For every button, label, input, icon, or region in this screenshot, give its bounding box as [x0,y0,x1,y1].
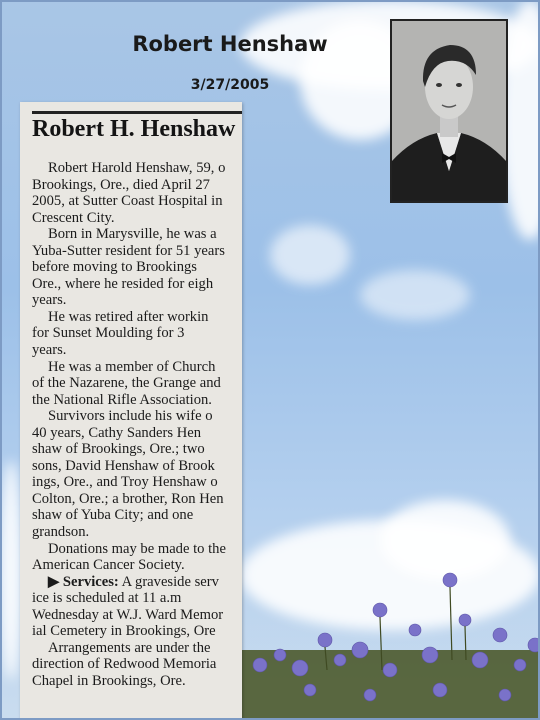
clipping-rule [32,111,242,114]
obituary-line: grandson. [32,524,90,541]
obituary-headline: Robert H. Henshaw [32,116,236,142]
obituary-line: American Cancer Society. [32,557,185,574]
obituary-clipping [20,102,242,720]
obituary-line: of the Nazarene, the Grange and [32,375,221,392]
obituary-line: Yuba-Sutter resident for 51 years [32,242,225,259]
obituary-line: He was retired after workin [48,308,209,325]
cloud [360,270,470,320]
cloud [270,225,350,285]
page-title: Robert Henshaw [132,32,328,56]
obituary-line: Born in Marysville, he was a [48,226,217,243]
obituary-line: Robert Harold Henshaw, 59, o [48,160,226,176]
obituary-line: sons, David Henshaw of Brook [32,457,215,474]
obituary-line: shaw of Brookings, Ore.; two [32,441,205,458]
obituary-line: years. [32,342,67,359]
obituary-line: shaw of Yuba City; and one [32,507,194,524]
obituary-text [32,160,242,690]
obituary-line: Chapel in Brookings, Ore. [32,672,186,689]
obituary-line: ▶ Services: A graveside serv [48,573,219,590]
flower-meadow [240,560,540,720]
obituary-line: 2005, at Sutter Coast Hospital in [32,193,223,210]
obituary-line: the National Rifle Association. [32,391,212,408]
obituary-line: before moving to Brookings [32,259,197,276]
obituary-line: Crescent City. [32,209,115,226]
obituary-line: Arrangements are under the [48,639,211,656]
obituary-line: ings, Ore., and Troy Henshaw o [32,474,218,491]
obituary-line: Colton, Ore.; a brother, Ron Hen [32,490,224,507]
obituary-line: ial Cemetery in Brookings, Ore [32,623,216,640]
cloud [0,460,22,680]
obituary-line: years. [32,292,67,309]
date-label: 3/27/2005 [190,77,270,93]
obituary-line: Brookings, Ore., died April 27 [32,176,210,193]
obituary-line: Donations may be made to the [48,540,226,557]
obituary-line: Survivors include his wife o [48,408,213,425]
obituary-line: Ore., where he resided for eigh [32,275,214,292]
portrait-photo [390,19,508,203]
obituary-line: Wednesday at W.J. Ward Memor [32,606,224,623]
obituary-line: ice is scheduled at 11 a.m [32,590,182,607]
obituary-line: direction of Redwood Memoria [32,656,217,673]
obituary-line: for Sunset Moulding for 3 [32,325,185,342]
obituary-line: He was a member of Church [48,358,216,375]
obituary-line: 40 years, Cathy Sanders Hen [32,424,202,441]
